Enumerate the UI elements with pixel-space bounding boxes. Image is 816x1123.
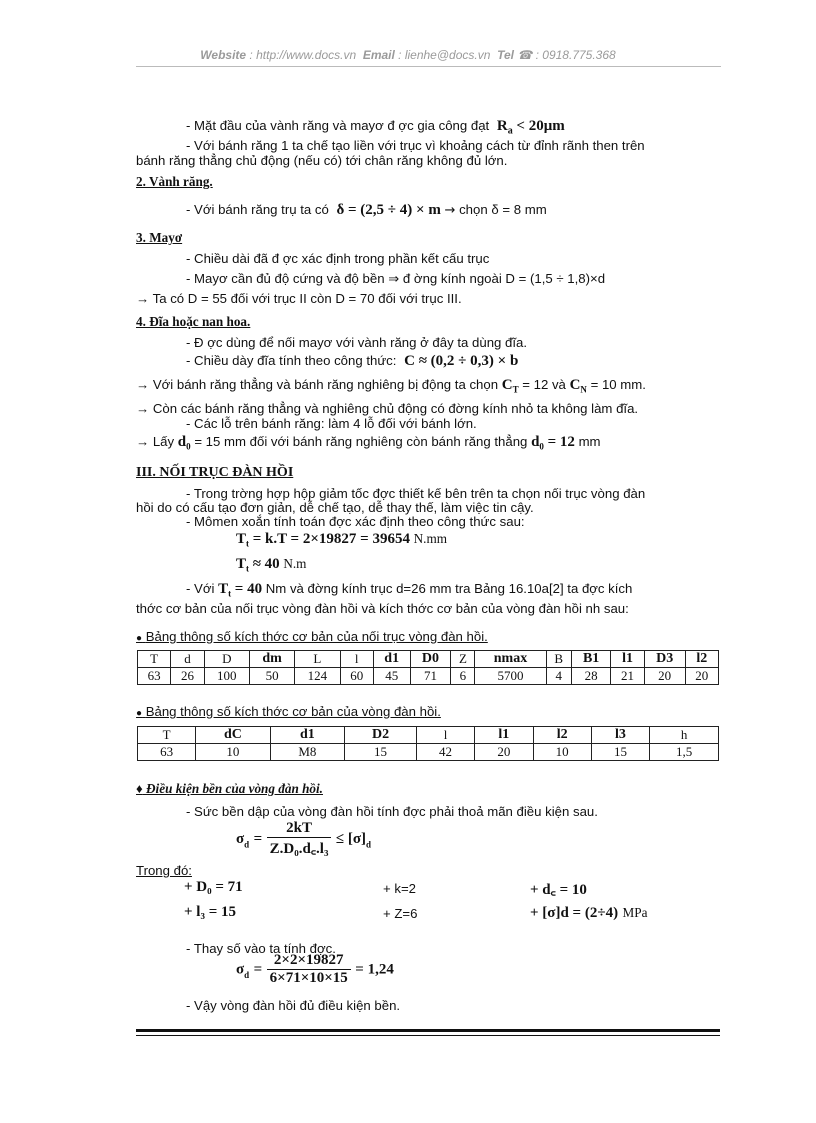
table-header-cell: l2 (685, 651, 718, 668)
table-cell: 21 (611, 668, 644, 685)
table-header-cell: T (138, 651, 171, 668)
diamond-bullet-icon: ♦ (136, 781, 143, 796)
table-header-cell: L (295, 651, 340, 668)
table-row (138, 668, 719, 685)
para-strength-1: - Sức bền dập của vòng đàn hồi tính đợc phải thoả mãn điều kiện sau. (186, 804, 598, 819)
table-header-cell: B1 (571, 651, 611, 668)
table-cell: 20 (475, 744, 533, 761)
para-disc-4: → Còn các bánh răng thẳng và nghiêng chủ động có đờng kính nhỏ ta không làm đĩa. (136, 401, 639, 416)
para-disc-5: - Các lỗ trên bánh răng: làm 4 lỗ đối với bánh lớn. (186, 416, 477, 431)
table-header-cell: l3 (591, 727, 649, 744)
table-header-cell: Z (451, 651, 475, 668)
table-header-cell: D3 (644, 651, 685, 668)
para-disc-3: → Với bánh răng thẳng và bánh răng nghiêng bị động ta chọn $C_T = 12$ và $C_N = 10$ mm. (136, 377, 646, 395)
para-coupling-2: - Mômen xoắn tính toán đợc xác định theo công thức sau: (186, 514, 525, 529)
table-header-cell: l2 (533, 727, 591, 744)
page-header (0, 48, 816, 62)
table-header-cell: dC (196, 727, 270, 744)
given-k: + k=2 (383, 881, 416, 896)
table2-title: ● Bảng thông số kích thớc cơ bản của vòng đàn hồi. (136, 704, 441, 719)
para-strength-3: - Vậy vòng đàn hồi đủ điều kiện bền. (186, 998, 401, 1013)
table-cell: 10 (533, 744, 591, 761)
para-hub-3: → Ta có D = 55 đối với trục II còn D = 70 đối với trục III. (136, 291, 462, 306)
table-cell: 20 (685, 668, 718, 685)
table-header-cell: dm (249, 651, 294, 668)
email-value: : lienhe@docs.vn (394, 48, 491, 62)
given-dc: + d꜀ = 10 (530, 882, 587, 898)
section-title-hub: 3. Mayơ (136, 230, 183, 245)
para-coupling-1: - Trong trờng hợp hộp giảm tốc đợc thiết kế bên trên ta chọn nối trục vòng đàn (186, 486, 646, 501)
table-cell: 15 (591, 744, 649, 761)
equation-stress-result: $\sigma_d$ = $\frac{2\times 2\times 19827}{6\times 71\times 10\times 15}$ = 1,24 (236, 952, 394, 986)
para-hub-1: - Chiều dài đã đ ợc xác định trong phần kết cấu trục (186, 251, 490, 266)
para-gear1-cont: bánh răng thẳng chủ động (nếu có) tới chân răng không đủ lớn. (136, 153, 508, 168)
table-cell: 1,5 (650, 744, 719, 761)
equation-torque: $T_t = k.T = 2\times 19827 = 39654$ N.mm (236, 531, 447, 549)
table-cell: 20 (644, 668, 685, 685)
para-rim: - Với bánh răng trụ ta có δ = (2,5 ÷ 4) × m → chọn δ = 8 mm (186, 202, 547, 218)
table-header-cell: h (650, 727, 719, 744)
table-cell: 4 (546, 668, 571, 685)
given-allowable-stress: + [σ]d = (2÷4) MPa (530, 905, 648, 921)
table-header-cell: l1 (475, 727, 533, 744)
email-label: Email (362, 48, 395, 62)
table-header-cell: B (546, 651, 571, 668)
table-header-cell: nmax (475, 651, 546, 668)
table-header-row (138, 651, 719, 668)
given-l3: + l₃ = 15 (184, 904, 237, 920)
coupling-dimensions-table (137, 650, 719, 685)
table-cell: 10 (196, 744, 270, 761)
para-strength-2: - Thay số vào ta tính đợc. (186, 941, 336, 956)
footer-rule-top (136, 1029, 720, 1032)
para-gear1: - Với bánh răng 1 ta chế tạo liền với trục vì khoảng cách từ đỉnh rãnh then trên (186, 138, 645, 153)
para-disc-6: → Lấy $d_0 = 15$ mm đối với bánh răng nghiêng còn bánh răng thẳng $d_0 = 12$ mm (136, 434, 601, 452)
section-title-coupling: III. NỐI TRỤC ĐÀN HỒI (136, 465, 294, 480)
section-title-disc: 4. Đĩa hoặc nan hoa. (136, 314, 251, 329)
table-header-row (138, 727, 719, 744)
footer-rule-bottom (136, 1035, 720, 1036)
para-coupling-3b: thớc cơ bản của nối trục vòng đàn hồi và kích thớc cơ bản của vòng đàn hồi nh sau: (136, 601, 629, 616)
table-cell: 71 (410, 668, 451, 685)
table-cell: 6 (451, 668, 475, 685)
table-cell: M8 (270, 744, 345, 761)
table-header-cell: D (204, 651, 249, 668)
ring-dimensions-table (137, 726, 719, 761)
phone-icon: ☎ (517, 48, 533, 62)
bullet-icon: ● (136, 708, 143, 719)
para-disc-2: - Chiều dày đĩa tính theo công thức: C ≈ (0,2 ÷ 0,3) × b (186, 353, 519, 369)
para-hub-2: - Mayơ cần đủ độ cứng và độ bền ⇒ đ ờng kính ngoài D = (1,5 ÷ 1,8)×d (186, 271, 606, 286)
section-title-rim: 2. Vành răng. (136, 174, 213, 189)
table-cell: 28 (571, 668, 611, 685)
tel-label: Tel (497, 48, 514, 62)
table-cell: 5700 (475, 668, 546, 685)
table-cell: 26 (171, 668, 204, 685)
website-value: : http://www.docs.vn (246, 48, 357, 62)
given-z: + Z=6 (383, 906, 418, 921)
table-row (138, 744, 719, 761)
table-header-cell: d1 (373, 651, 410, 668)
table-header-cell: D0 (410, 651, 451, 668)
para-coupling-3: - Với $T_t = 40$ Nm và đờng kính trục d=26 mm tra Bảng 16.10a[2] ta đợc kích (186, 581, 633, 599)
table-header-cell: l1 (611, 651, 644, 668)
table-cell: 15 (345, 744, 417, 761)
table-cell: 63 (138, 744, 196, 761)
section-title-strength: ♦ Điều kiện bền của vòng đàn hồi. (136, 781, 323, 796)
table1-title: ● Bảng thông số kích thớc cơ bản của nối trục vòng đàn hồi. (136, 629, 488, 644)
table-header-cell: l (340, 651, 373, 668)
table-header-cell: D2 (345, 727, 417, 744)
bullet-icon: ● (136, 633, 143, 644)
tel-value: : 0918.775.368 (532, 48, 616, 62)
header-rule (136, 66, 721, 67)
table-header-cell: T (138, 727, 196, 744)
para-coupling-1b: hồi do có cấu tạo đơn giản, dễ chế tạo, dễ thay thế, làm việc tin cậy. (136, 500, 534, 515)
table-cell: 42 (416, 744, 474, 761)
para-surface-finish: - Mặt đầu của vành răng và mayơ đ ợc gia công đạt $R_a < 20\mu m$ (186, 118, 565, 137)
given-d0: + D₀ = 71 (184, 879, 243, 895)
where-label: Trong đó: (136, 863, 192, 878)
equation-bearing-stress: $\sigma_d$ = $\frac{2kT}{\text{Z.D₀.d꜀.l₃}}$ ≤ $[\sigma]_d$ (236, 820, 372, 857)
equation-torque-approx: $T_t \approx 40$ N.m (236, 556, 307, 574)
table-cell: 45 (373, 668, 410, 685)
table-header-cell: d (171, 651, 204, 668)
table-cell: 63 (138, 668, 171, 685)
table-cell: 100 (204, 668, 249, 685)
table-header-cell: d1 (270, 727, 345, 744)
table-cell: 60 (340, 668, 373, 685)
table-header-cell: l (416, 727, 474, 744)
table-cell: 124 (295, 668, 340, 685)
para-disc-1: - Đ ợc dùng để nối mayơ với vành răng ở đây ta dùng đĩa. (186, 335, 528, 350)
table-cell: 50 (249, 668, 294, 685)
website-label: Website (200, 48, 247, 62)
